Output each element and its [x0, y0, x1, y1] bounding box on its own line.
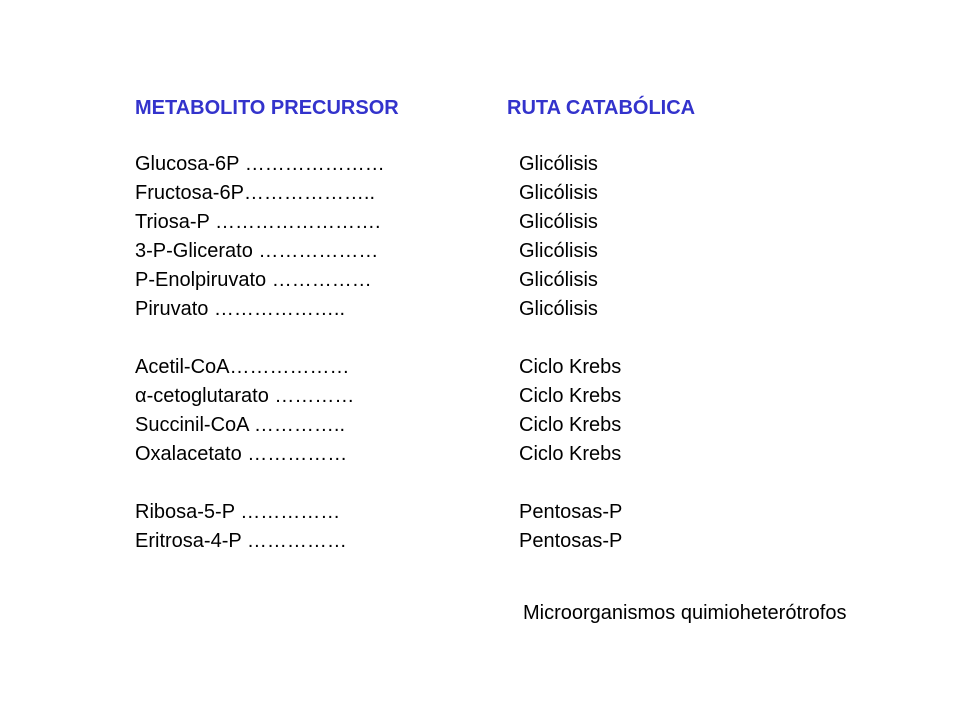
header-route: RUTA CATABÓLICA: [507, 97, 696, 119]
route-label: Ciclo Krebs: [519, 443, 622, 465]
metabolite-label: Glucosa-6P …………………: [135, 153, 385, 175]
metabolite-label: Acetil-CoA………………: [135, 356, 350, 378]
footer-caption: Microorganismos quimioheterótrofos: [523, 602, 847, 624]
metabolite-label: Ribosa-5-P ……………: [135, 501, 341, 523]
table-row: [0, 384, 960, 413]
table-row: [0, 239, 960, 268]
table-row: [0, 529, 960, 558]
route-label: Pentosas-P: [519, 501, 623, 523]
route-label: Glicólisis: [519, 182, 598, 204]
table-row: [0, 355, 960, 384]
route-label: Glicólisis: [519, 153, 598, 175]
metabolite-label: Eritrosa-4-P ……………: [135, 530, 347, 552]
table-row: [0, 500, 960, 529]
route-label: Glicólisis: [519, 269, 598, 291]
metabolite-label: Triosa-P …………………….: [135, 211, 381, 233]
metabolite-label: P-Enolpiruvato ……………: [135, 269, 372, 291]
route-label: Glicólisis: [519, 211, 598, 233]
route-label: Ciclo Krebs: [519, 356, 622, 378]
table-row: [0, 181, 960, 210]
metabolite-label: Piruvato ………………..: [135, 298, 346, 320]
metabolite-label: Fructosa-6P………………..: [135, 182, 376, 204]
route-label: Pentosas-P: [519, 530, 623, 552]
table-row: [0, 413, 960, 442]
route-label: Glicólisis: [519, 298, 598, 320]
table-row: [0, 297, 960, 326]
header-metabolite: METABOLITO PRECURSOR: [135, 97, 399, 119]
metabolite-label: Succinil-CoA …………..: [135, 414, 346, 436]
route-label: Ciclo Krebs: [519, 385, 622, 407]
metabolite-label: α-cetoglutarato …………: [135, 385, 355, 407]
table-row: [0, 268, 960, 297]
table-row: [0, 152, 960, 181]
route-label: Glicólisis: [519, 240, 598, 262]
table-row: [0, 210, 960, 239]
metabolite-label: 3-P-Glicerato ………………: [135, 240, 379, 262]
route-label: Ciclo Krebs: [519, 414, 622, 436]
metabolite-label: Oxalacetato ……………: [135, 443, 348, 465]
table-row: [0, 442, 960, 471]
